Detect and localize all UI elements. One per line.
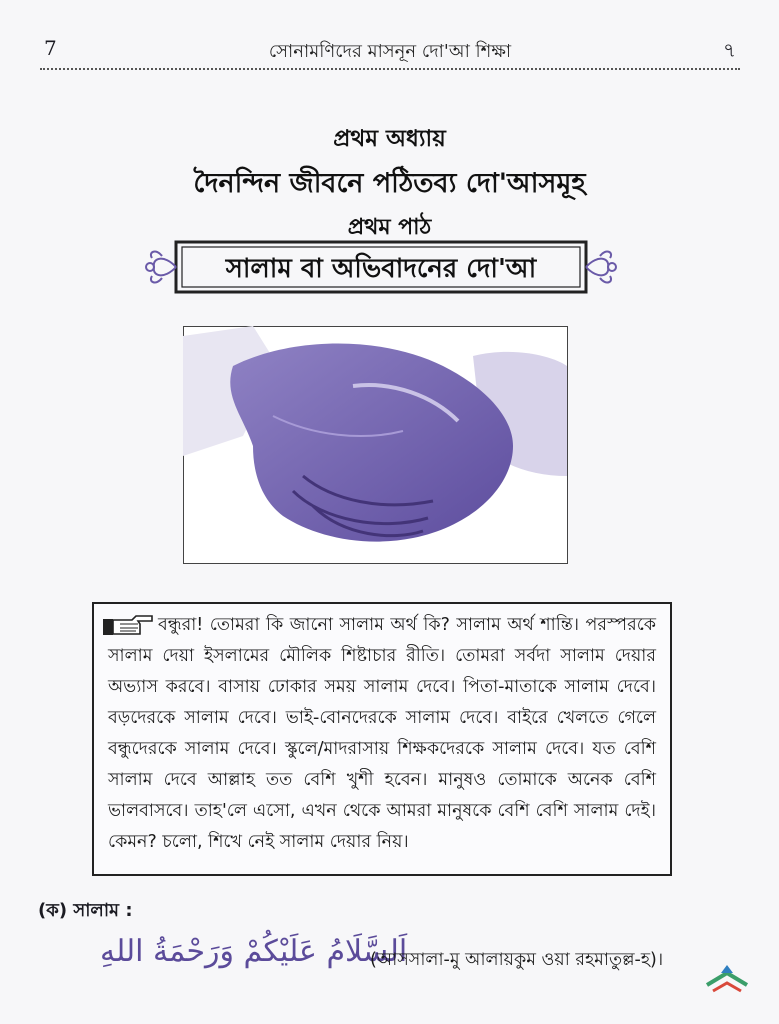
chapter-subtitle: দৈনন্দিন জীবনে পঠিতব্য দো'আসমূহ: [193, 168, 586, 199]
info-text: বন্ধুরা! তোমরা কি জানো সালাম অর্থ কি? সালাম অর্থ শান্তি। পরস্পরকে সালাম দেয়া ইসলামের মৌলিক শিষ্টাচার রীতি। তোমরা সর্বদা সালাম দেয়ার অভ্যাস করবে। বাসায় ঢোকার সময় সালাম দেবে। পিতা-মাতাকে সালাম দেবে। বড়দেরকে সালাম দেবে। ভাই-বোনদেরকে সালাম দেবে। বাইরে খেলতে গেলে বন্ধুদেরকে সালাম দেবে। স্কুলে/মাদরাসায় শিক্ষকদেরকে সালাম দেবে। যত বেশি সালাম দেবে আল্লাহ তত বেশি খুশী হবেন। মানুষও তোমাকে অনেক বেশি ভালবাসবে। তাহ'লে এসো, এখন থেকে আমরা মানুষকে বেশি বেশি সালাম দেই। কেমন? চলো, শিখে নেই সালাম দেয়ার নিয়।: [108, 615, 656, 852]
section-label: (ক) সালাম :: [38, 900, 133, 921]
salam-transliteration: (আসসালা-মু আলায়কুম ওয়া রহমাতুল্ল-হ)।: [370, 950, 664, 970]
handshake-icon: [183, 326, 568, 564]
publisher-logo-icon: [703, 963, 751, 997]
page-number-left: 7: [44, 36, 57, 60]
running-header: [40, 28, 740, 70]
chapter-heading: প্রথম অধ্যায়: [333, 126, 446, 152]
banner-title: সালাম বা অভিবাদনের দো'আ: [225, 254, 537, 284]
title-banner: [142, 236, 620, 298]
lesson-heading: প্রথম পাঠ: [347, 215, 432, 240]
arabic-salam: اَلسَّلَامُ عَلَيْكُمْ وَرَحْمَةُ اللهِ: [100, 934, 408, 969]
running-title: সোনামণিদের মাসনূন দো'আ শিক্ষা: [268, 41, 512, 62]
page-number-right: ৭: [722, 38, 736, 62]
info-box: [92, 602, 672, 876]
